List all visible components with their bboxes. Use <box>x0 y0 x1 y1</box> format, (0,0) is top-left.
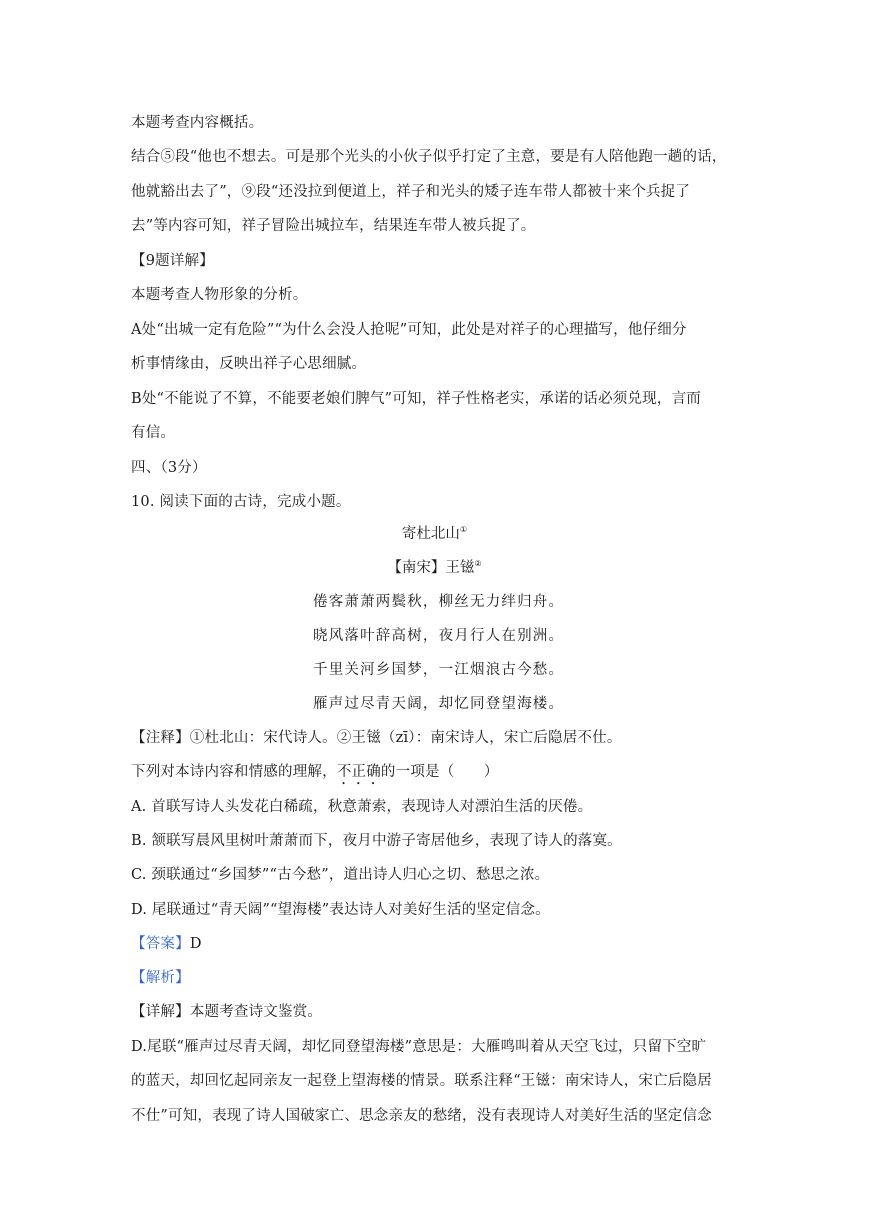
text-line: 结合⑤段“他也不想去。可是那个光头的小伙子似乎打定了主意，要是有人陪他跑一趟的话， <box>131 149 727 165</box>
text-line: 他就豁出去了”，⑨段“还没拉到便道上，祥子和光头的矮子连车带人都被十来个兵捉了 <box>131 184 691 200</box>
poem-title-text: 寄杜北山 <box>401 526 460 542</box>
detail-line: D.尾联“雁声过尽青天阔，却忆同登望海楼”意思是：大雁鸣叫着从天空飞过，只留下空旷 <box>131 1039 707 1055</box>
poem-verse: 千里关河乡国梦，一江烟浪古今愁。 <box>313 662 565 678</box>
detail-line: 不仕”可知，表现了诗人国破家亡、思念亲友的愁绪，没有表现诗人对美好生活的坚定信念 <box>131 1108 712 1124</box>
text-line: 本题考查人物形象的分析。 <box>131 287 308 303</box>
answer-line <box>131 934 202 954</box>
text-line: 本题考查内容概括。 <box>131 115 264 131</box>
text-line: 析事情缘由，反映出祥子心思细腻。 <box>131 356 367 372</box>
detail-text: 本题考查诗文鉴赏。 <box>189 1004 323 1020</box>
poem-title <box>0 524 869 544</box>
poem-verse: 晓风落叶辞高树，夜月行人在别洲。 <box>313 628 565 644</box>
poem-author <box>0 558 869 578</box>
question-stem-emphasis: 不正确 <box>336 764 381 780</box>
answer-value: D <box>189 936 202 952</box>
option-c: C. 颈联通过“乡国梦”“古今愁”，道出诗人归心之切、愁思之浓。 <box>131 867 550 883</box>
section-heading: 四、（3分） <box>131 460 207 476</box>
poem-author-note: ② <box>474 559 482 569</box>
text-line: 有信。 <box>131 425 176 441</box>
poem-notes: 【注释】①杜北山：宋代诗人。②王镃（zī）：南宋诗人，宋亡后隐居不仕。 <box>131 730 622 746</box>
text-line: A处“出城一定有危险”“为什么会没人抢呢”可知，此处是对祥子的心理描写，他仔细分 <box>131 322 687 338</box>
option-d: D. 尾联通过“青天阔”“望海楼”表达诗人对美好生活的坚定信念。 <box>131 902 550 918</box>
detail-line: 的蓝天，却回忆起同亲友一起登上望海楼的情景。联系注释“王镃：南宋诗人，宋亡后隐居 <box>131 1073 712 1089</box>
detail-label: 【详解】 <box>131 1004 190 1020</box>
question-stem <box>131 762 499 788</box>
poem-verse: 倦客萧萧两鬓秋，柳丝无力绊归舟。 <box>313 594 565 610</box>
answer-label: 【答案】 <box>131 936 190 952</box>
question-stem-after: 的一项是（ ） <box>380 764 499 780</box>
detail-heading <box>131 1002 322 1022</box>
text-line: 去”等内容可知，祥子冒险出城拉车，结果连车带人被兵捉了。 <box>131 218 536 234</box>
poem-verse: 雁声过尽青天阔，却忆同登望海楼。 <box>313 696 565 712</box>
question-stem-before: 下列对本诗内容和情感的理解， <box>131 764 337 780</box>
text-line: B处“不能说了不算，不能要老娘们脾气”可知，祥子性格老实，承诺的话必须兑现，言而 <box>131 391 701 407</box>
analysis-label: 【解析】 <box>131 970 190 986</box>
option-a: A. 首联写诗人头发花白稀疏，秋意萧索，表现诗人对漂泊生活的厌倦。 <box>131 799 593 815</box>
question-heading: 10. 阅读下面的古诗，完成小题。 <box>131 494 351 510</box>
poem-author-text: 【南宋】王镃 <box>387 560 475 576</box>
option-b: B. 颔联写晨风里树叶萧萧而下，夜月中游子寄居他乡，表现了诗人的落寞。 <box>131 833 622 849</box>
poem-title-note: ① <box>459 525 468 535</box>
section-heading: 【9题详解】 <box>131 253 214 269</box>
